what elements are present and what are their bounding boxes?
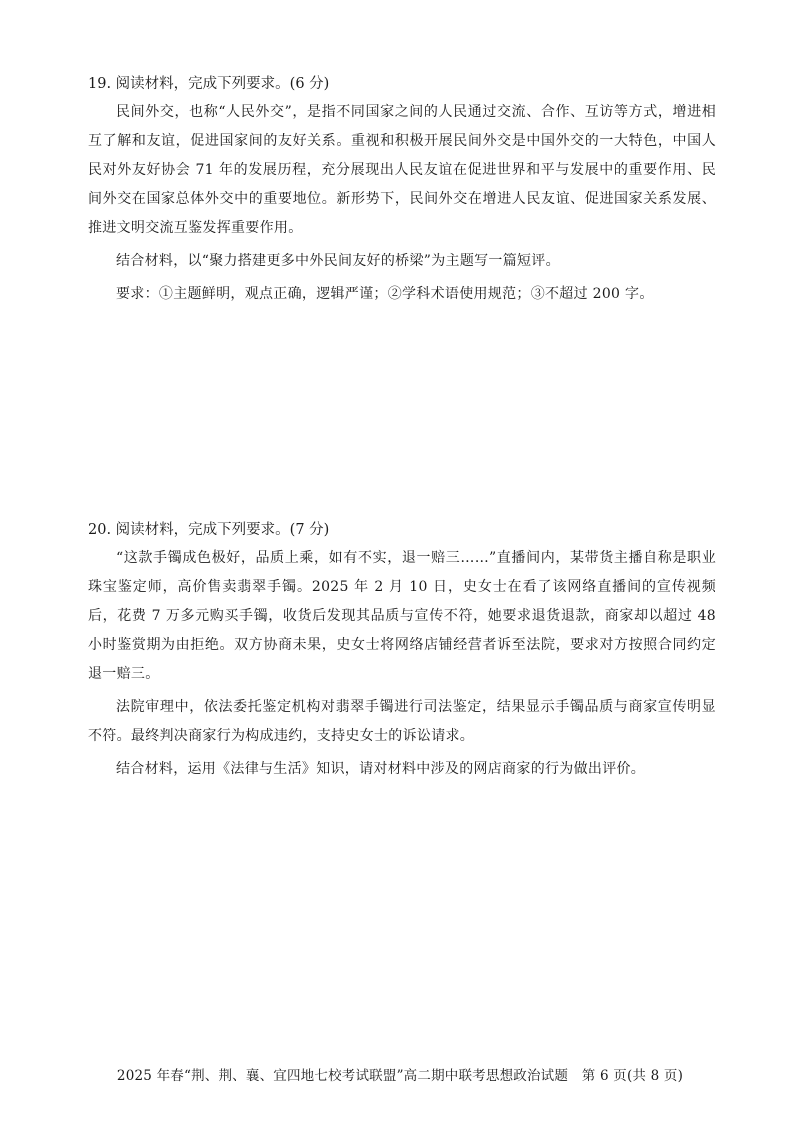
question-20-task: 结合材料，运用《法律与生活》知识，请对材料中涉及的网店商家的行为做出评价。 xyxy=(116,761,646,777)
question-19-requirement: 要求：①主题鲜明，观点正确，逻辑严谨；②学科术语使用规范；③不超过 200 字。 xyxy=(116,286,654,302)
question-19-heading: 19. 阅读材料，完成下列要求。(6 分) xyxy=(88,76,330,92)
question-19 xyxy=(88,70,716,309)
question-20-material-2: 法院审理中，依法委托鉴定机构对翡翠手镯进行司法鉴定，结果显示手镯品质与商家宣传明显不符。最终判决商家行为构成违约，支持史女士的诉讼请求。 xyxy=(88,699,716,744)
question-20-material-1: “这款手镯成色极好，品质上乘，如有不实，退一赔三……”直播间内，某带货主播自称是职业珠宝鉴定师，高价售卖翡翠手镯。2025 年 2 月 10 日，史女士在看了该网络直播间的宣传视频后，花费 7 万多元购买手镯，收货后发现其品质与宣传不符，她要求退货退款，商家却以超过 48 小时鉴赏期为由拒绝。双方协商未果，史女士将网络店铺经营者诉至法院，要求对方按照合同约定退一赔三。 xyxy=(88,550,716,682)
question-19-task: 结合材料，以“聚力搭建更多中外民间友好的桥梁”为主题写一篇短评。 xyxy=(116,253,560,269)
page-footer: 2025 年春“荆、荆、襄、宜四地七校考试联盟”高二期中联考思想政治试题 第 6 页(共 8 页) xyxy=(116,1068,684,1084)
question-19-material: 民间外交，也称“人民外交”，是指不同国家之间的人民通过交流、合作、互访等方式，增进相互了解和友谊，促进国家间的友好关系。重视和积极开展民间外交是中国外交的一大特色，中国人民对外友好协会 71 年的发展历程，充分展现出人民友谊在促进世界和平与发展中的重要作用、民间外交在国家总体外交中的重要地位。新形势下，民间外交在增进人民友谊、促进国家关系发展、推进文明交流互鉴发挥重要作用。 xyxy=(88,104,716,236)
question-20 xyxy=(88,516,716,784)
question-20-heading: 20. 阅读材料，完成下列要求。(7 分) xyxy=(88,522,330,538)
